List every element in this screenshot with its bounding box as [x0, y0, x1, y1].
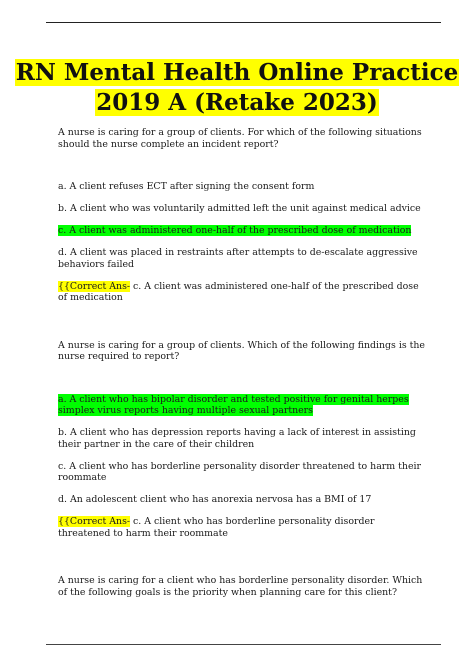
question-2-option-b: b. A client who has depression reports having a lack of interest in assisting their partner in the care of their children [58, 427, 416, 450]
question-1-answer-label: {{Correct Ans- [58, 280, 131, 292]
question-2-stem: A nurse is caring for a group of clients. Which of the following findings is the nurse required to report? [58, 339, 425, 362]
document-body [58, 127, 428, 598]
question-1-answer-text: c. A client was administered one-half of the prescribed dose of medication [58, 280, 419, 303]
question-2-answer [58, 516, 428, 539]
question-2-option-c: c. A client who has borderline personality disorder threatened to harm their roommate [58, 460, 421, 483]
question-2-answer-text: c. A client who has borderline personality disorder threatened to harm their roommate [58, 516, 375, 539]
question-1-option-d: d. A client was placed in restraints after attempts to de-escalate aggressive behaviors failed [58, 247, 418, 270]
question-2-answer-label: {{Correct Ans- [58, 516, 131, 527]
document-title [0, 58, 474, 118]
bottom-rule [46, 644, 441, 645]
question-2-option-a-highlighted: a. A client who has bipolar disorder and tested positive for genital herpes simplex virus reports having multiple sexual partners [58, 393, 409, 416]
question-1-option-a: a. A client refuses ECT after signing the consent form [58, 181, 315, 192]
question-1-option-b: b. A client who was voluntarily admitted left the unit against medical advice [58, 203, 421, 214]
title-line-2: 2019 A (Retake 2023) [96, 89, 378, 116]
question-1-answer [58, 281, 428, 304]
question-3-stem: A nurse is caring for a client who has borderline personality disorder. Which of the following goals is the priority when planning care for this client? [58, 575, 423, 598]
question-2-option-d: d. An adolescent client who has anorexia nervosa has a BMI of 17 [58, 494, 372, 505]
top-rule [46, 22, 441, 23]
question-1-stem: A nurse is caring for a group of clients. For which of the following situations should the nurse complete an incident report? [58, 127, 422, 150]
title-line-1: RN Mental Health Online Practice [15, 59, 459, 86]
question-1-option-c-highlighted: c. A client was administered one-half of the prescribed dose of medication [58, 225, 412, 236]
